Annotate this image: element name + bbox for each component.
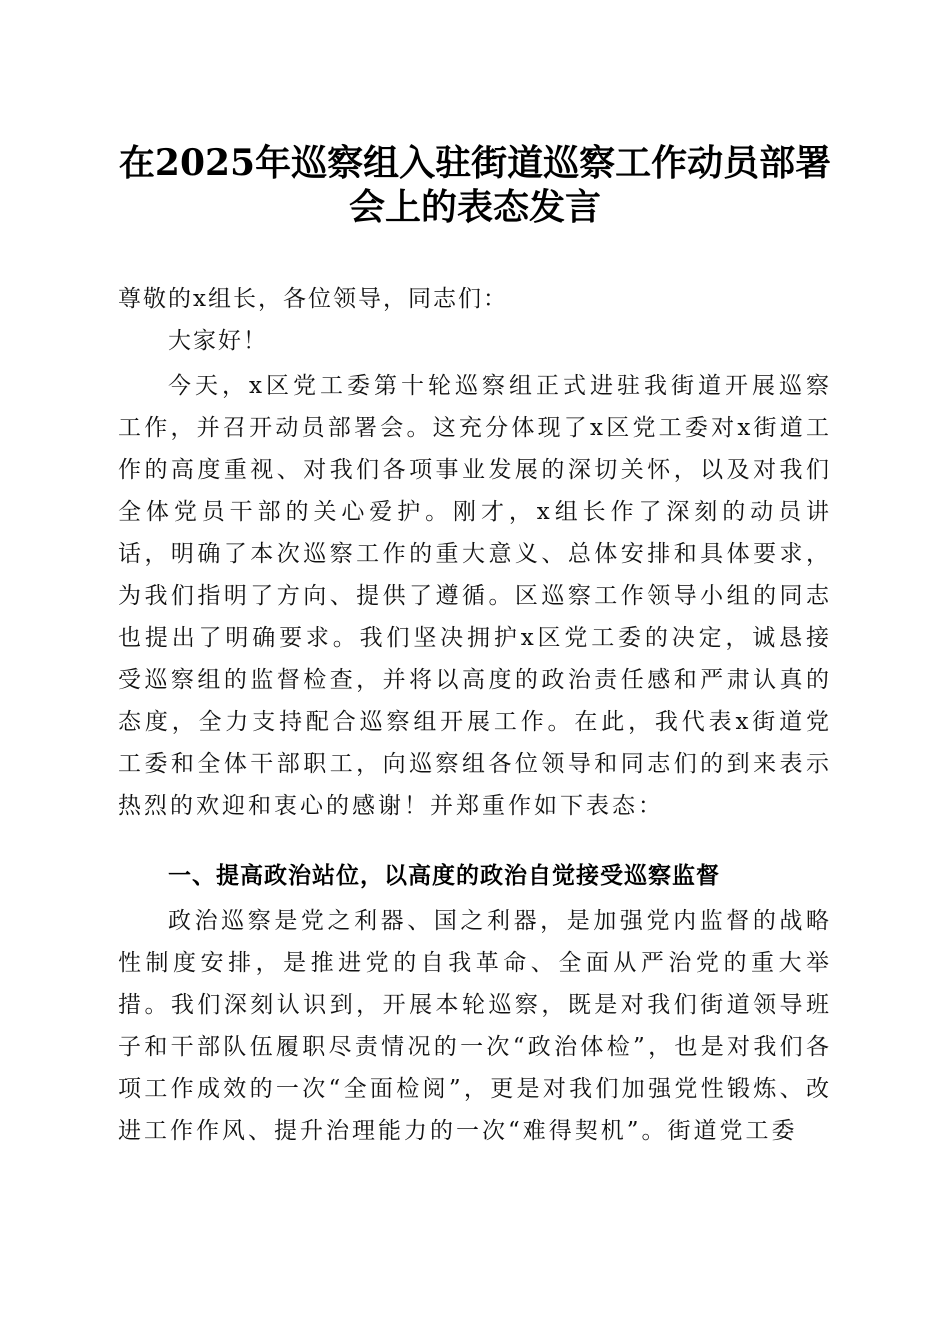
greeting: 大家好！: [168, 328, 268, 354]
section-heading-1: 一、提高政治站位，以高度的政治自觉接受巡察监督: [168, 863, 720, 889]
salutation: 尊敬的x组长，各位领导，同志们：: [118, 286, 508, 312]
document-title-line-2: 会上的表态发言: [348, 186, 601, 228]
document-title-line-1: 在2025年巡察组入驻街道巡察工作动员部署: [118, 142, 832, 184]
paragraph-intro: 今天，x区党工委第十轮巡察组正式进驻我街道开展巡察工作，并召开动员部署会。这充分体现了x区党工委对x街道工作的高度重视、对我们各项事业发展的深切关怀，以及对我们全体党员干部的关心爱护。刚才，x组长作了深刻的动员讲话，明确了本次巡察工作的重大意义、总体安排和具体要求，为我们指明了方向、提供了遵循。区巡察工作领导小组的同志也提出了明确要求。我们坚决拥护x区党工委的决定，诚恳接受巡察组的监督检查，并将以高度的政治责任感和严肃认真的态度，全力支持配合巡察组开展工作。在此，我代表x街道党工委和全体干部职工，向巡察组各位领导和同志们的到来表示热烈的欢迎和衷心的感谢！并郑重作如下表态：: [118, 373, 832, 819]
paragraph-section-1: 政治巡察是党之利器、国之利器，是加强党内监督的战略性制度安排，是推进党的自我革命、全面从严治党的重大举措。我们深刻认识到，开展本轮巡察，既是对我们街道领导班子和干部队伍履职尽责情况的一次“政治体检”，也是对我们各项工作成效的一次“全面检阅”，更是对我们加强党性锻炼、改进工作作风、提升治理能力的一次“难得契机”。街道党工委: [118, 908, 832, 1144]
